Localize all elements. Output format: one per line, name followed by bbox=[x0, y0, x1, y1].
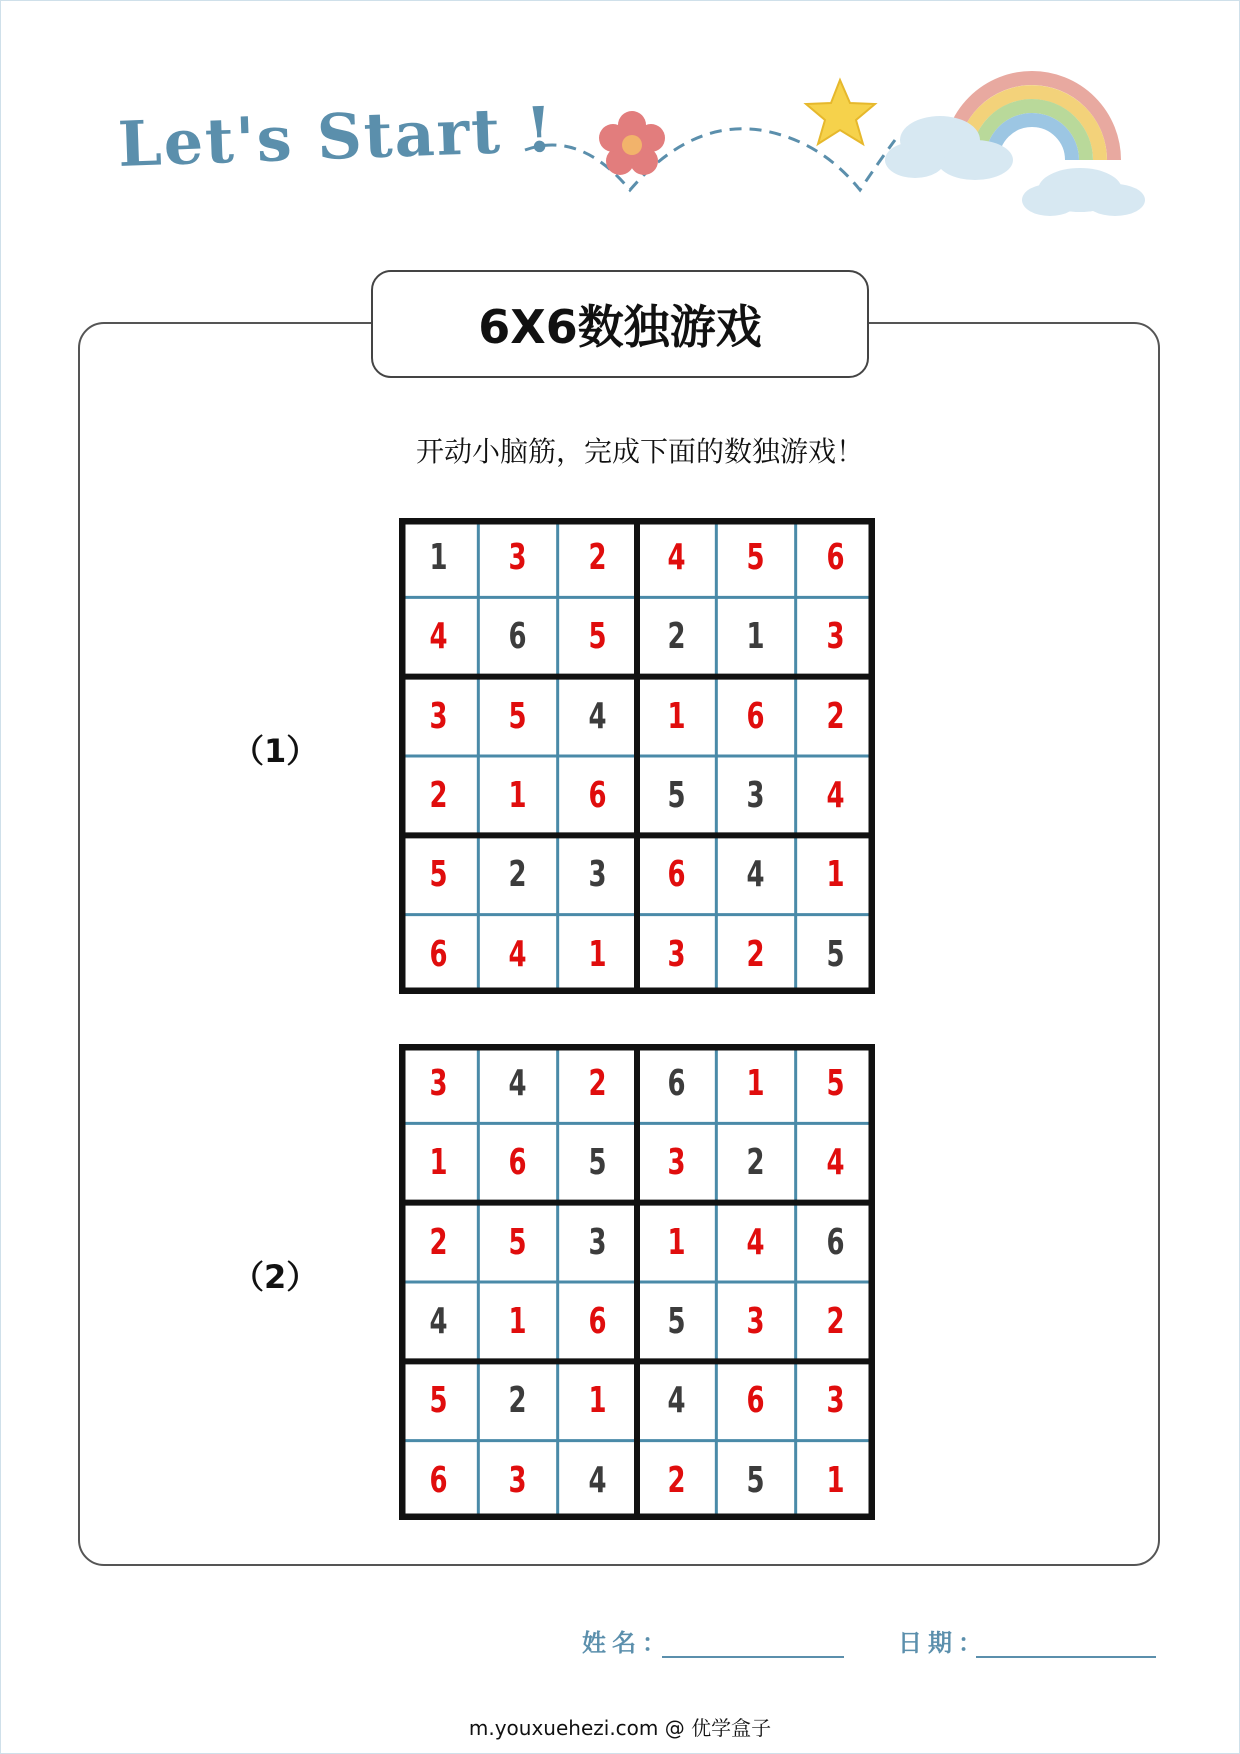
sudoku-cell[interactable]: 4 bbox=[667, 537, 686, 578]
sudoku-cell[interactable]: 3 bbox=[746, 1301, 765, 1342]
page-title: 6X6数独游戏 bbox=[478, 300, 762, 354]
sudoku-cell[interactable]: 1 bbox=[667, 1221, 686, 1263]
sudoku-cell[interactable]: 6 bbox=[826, 537, 845, 578]
sudoku-cell[interactable]: 6 bbox=[667, 854, 686, 896]
sudoku-cell[interactable]: 3 bbox=[508, 537, 527, 578]
sudoku-cell[interactable]: 6 bbox=[429, 1459, 448, 1501]
sudoku-cell[interactable]: 1 bbox=[429, 537, 448, 578]
sudoku-cell[interactable]: 4 bbox=[508, 933, 527, 975]
sudoku-cell[interactable]: 4 bbox=[826, 1142, 845, 1184]
sudoku-cell[interactable]: 5 bbox=[429, 1380, 448, 1422]
sudoku-cell[interactable]: 3 bbox=[508, 1459, 527, 1501]
sudoku-cell[interactable]: 5 bbox=[588, 1142, 607, 1184]
sudoku-cell[interactable]: 3 bbox=[429, 695, 448, 737]
sudoku-cell[interactable]: 2 bbox=[588, 537, 607, 578]
sudoku-cell[interactable]: 5 bbox=[508, 1221, 527, 1263]
sudoku-cell[interactable]: 1 bbox=[588, 1380, 607, 1422]
sudoku-cell[interactable]: 2 bbox=[667, 616, 686, 658]
sudoku-cell[interactable]: 3 bbox=[588, 1221, 607, 1263]
sudoku-cell[interactable]: 6 bbox=[508, 1142, 527, 1184]
date-label: 日期： bbox=[898, 1629, 988, 1657]
sudoku-cell[interactable]: 3 bbox=[667, 933, 686, 975]
sudoku-cell[interactable]: 1 bbox=[508, 1301, 527, 1342]
sudoku-cell[interactable]: 4 bbox=[746, 1221, 765, 1263]
sudoku-cell[interactable]: 3 bbox=[826, 616, 845, 658]
sudoku-cell[interactable]: 2 bbox=[667, 1459, 686, 1501]
sudoku-cell[interactable]: 4 bbox=[588, 695, 607, 737]
lets-start-heading: Let's Start ! bbox=[116, 92, 556, 181]
sudoku-cell[interactable]: 6 bbox=[588, 1301, 607, 1342]
sudoku-cell[interactable]: 5 bbox=[508, 695, 527, 737]
sudoku-cell[interactable]: 6 bbox=[429, 933, 448, 975]
header-decoration bbox=[0, 0, 1240, 240]
sudoku-cell[interactable]: 5 bbox=[588, 616, 607, 658]
star-icon bbox=[806, 80, 875, 144]
sudoku-cell[interactable]: 2 bbox=[508, 1380, 527, 1422]
sudoku-cell[interactable]: 5 bbox=[667, 1301, 686, 1342]
sudoku-cell[interactable]: 4 bbox=[667, 1380, 686, 1422]
sudoku-cell[interactable]: 4 bbox=[588, 1459, 607, 1501]
sudoku-cell[interactable]: 5 bbox=[667, 775, 686, 816]
sudoku-grid-2 bbox=[399, 1044, 875, 1520]
sudoku-cell[interactable]: 5 bbox=[826, 933, 845, 975]
sudoku-cell[interactable]: 4 bbox=[746, 854, 765, 896]
footer-credit: m.youxuehezi.com @ 优学盒子 bbox=[468, 1716, 772, 1740]
sudoku-cell[interactable]: 5 bbox=[429, 854, 448, 896]
sudoku-cell[interactable]: 2 bbox=[746, 933, 765, 975]
sudoku-cell[interactable]: 6 bbox=[588, 775, 607, 816]
sudoku-cell[interactable]: 4 bbox=[826, 775, 845, 816]
sudoku-cell[interactable]: 4 bbox=[429, 1301, 448, 1342]
sudoku-cell[interactable]: 1 bbox=[508, 775, 527, 816]
sudoku-cell[interactable]: 1 bbox=[826, 1459, 845, 1501]
sudoku-cell[interactable]: 1 bbox=[826, 854, 845, 896]
sudoku-grid-1 bbox=[399, 518, 875, 994]
sudoku-cell[interactable]: 5 bbox=[826, 1063, 845, 1104]
sudoku-cell[interactable]: 1 bbox=[667, 695, 686, 737]
sudoku-cell[interactable]: 1 bbox=[746, 616, 765, 658]
sudoku-cell[interactable]: 2 bbox=[429, 775, 448, 816]
sudoku-cell[interactable]: 5 bbox=[746, 1459, 765, 1501]
name-input-line[interactable] bbox=[662, 1656, 844, 1658]
date-input-line[interactable] bbox=[976, 1656, 1156, 1658]
sudoku-cell[interactable]: 2 bbox=[429, 1221, 448, 1263]
dashed-trail bbox=[525, 129, 895, 190]
sudoku-cell[interactable]: 3 bbox=[746, 775, 765, 816]
sudoku-cell[interactable]: 2 bbox=[508, 854, 527, 896]
flower-icon bbox=[599, 111, 665, 175]
puzzle-label-2: （2） bbox=[232, 1258, 319, 1296]
sudoku-cell[interactable]: 1 bbox=[429, 1142, 448, 1184]
instruction-text: 开动小脑筋，完成下面的数独游戏！ bbox=[415, 435, 864, 468]
sudoku-cell[interactable]: 3 bbox=[667, 1142, 686, 1184]
sudoku-cell[interactable]: 2 bbox=[826, 1301, 845, 1342]
sudoku-cell[interactable]: 2 bbox=[826, 695, 845, 737]
sudoku-cell[interactable]: 1 bbox=[588, 933, 607, 975]
sudoku-cell[interactable]: 4 bbox=[508, 1063, 527, 1104]
name-label: 姓名： bbox=[582, 1629, 672, 1657]
sudoku-cell[interactable]: 1 bbox=[746, 1063, 765, 1104]
sudoku-cell[interactable]: 6 bbox=[746, 695, 765, 737]
sudoku-cell[interactable]: 6 bbox=[508, 616, 527, 658]
puzzle-label-1: （1） bbox=[232, 732, 319, 770]
sudoku-cell[interactable]: 6 bbox=[746, 1380, 765, 1422]
sudoku-cell[interactable]: 2 bbox=[588, 1063, 607, 1104]
sudoku-cell[interactable]: 4 bbox=[429, 616, 448, 658]
sudoku-cell[interactable]: 6 bbox=[667, 1063, 686, 1104]
sudoku-cell[interactable]: 3 bbox=[826, 1380, 845, 1422]
title-banner bbox=[371, 270, 869, 378]
sudoku-cell[interactable]: 5 bbox=[746, 537, 765, 578]
sudoku-cell[interactable]: 2 bbox=[746, 1142, 765, 1184]
sudoku-cell[interactable]: 3 bbox=[588, 854, 607, 896]
sudoku-cell[interactable]: 3 bbox=[429, 1063, 448, 1104]
sudoku-cell[interactable]: 6 bbox=[826, 1221, 845, 1263]
